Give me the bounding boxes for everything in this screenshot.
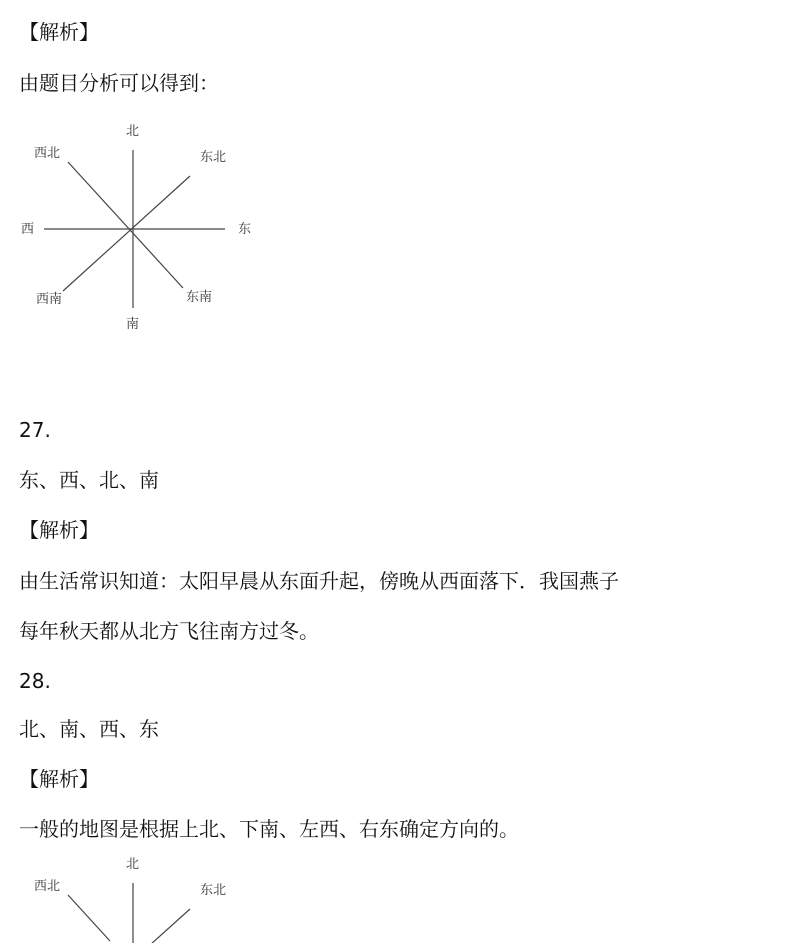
question-27-explanation-line-2: 每年秋天都从北方飞往南方过冬。: [19, 619, 319, 643]
question-28-answer: 北、南、西、东: [19, 717, 159, 741]
compass-diagram-1: [0, 110, 300, 350]
northeast-southwest-axis: [63, 176, 190, 291]
compass-label-north: 北: [126, 857, 140, 872]
question-28-explanation: 一般的地图是根据上北、下南、左西、右东确定方向的。: [19, 817, 519, 841]
northwest-southeast-axis: [68, 162, 183, 288]
northwest-southeast-axis: [68, 895, 110, 941]
northeast-southwest-axis: [150, 909, 190, 943]
compass-label-northwest: 西北: [34, 879, 61, 894]
analysis-heading-28: 【解析】: [19, 767, 99, 791]
compass-label-northwest: 西北: [34, 146, 61, 161]
question-28-number: 28.: [19, 669, 51, 693]
compass-label-northeast: 东北: [200, 883, 227, 898]
compass-label-southeast: 东南: [186, 290, 213, 305]
compass-diagram-2: [0, 843, 300, 943]
analysis-heading-1: 【解析】: [19, 20, 99, 44]
question-27-number: 27.: [19, 418, 51, 442]
compass-label-south: 南: [126, 317, 140, 332]
compass-label-northeast: 东北: [200, 150, 227, 165]
question-27-answer: 东、西、北、南: [19, 468, 159, 492]
compass-label-north: 北: [126, 124, 140, 139]
question-27-explanation-line-1: 由生活常识知道：太阳早晨从东面升起，傍晚从西面落下．我国燕子: [19, 569, 619, 593]
compass-label-east: 东: [238, 222, 252, 237]
compass-label-west: 西: [21, 222, 35, 237]
analysis-heading-27: 【解析】: [19, 518, 99, 542]
compass-label-southwest: 西南: [36, 292, 63, 307]
analysis-text-1: 由题目分析可以得到：: [19, 71, 219, 95]
